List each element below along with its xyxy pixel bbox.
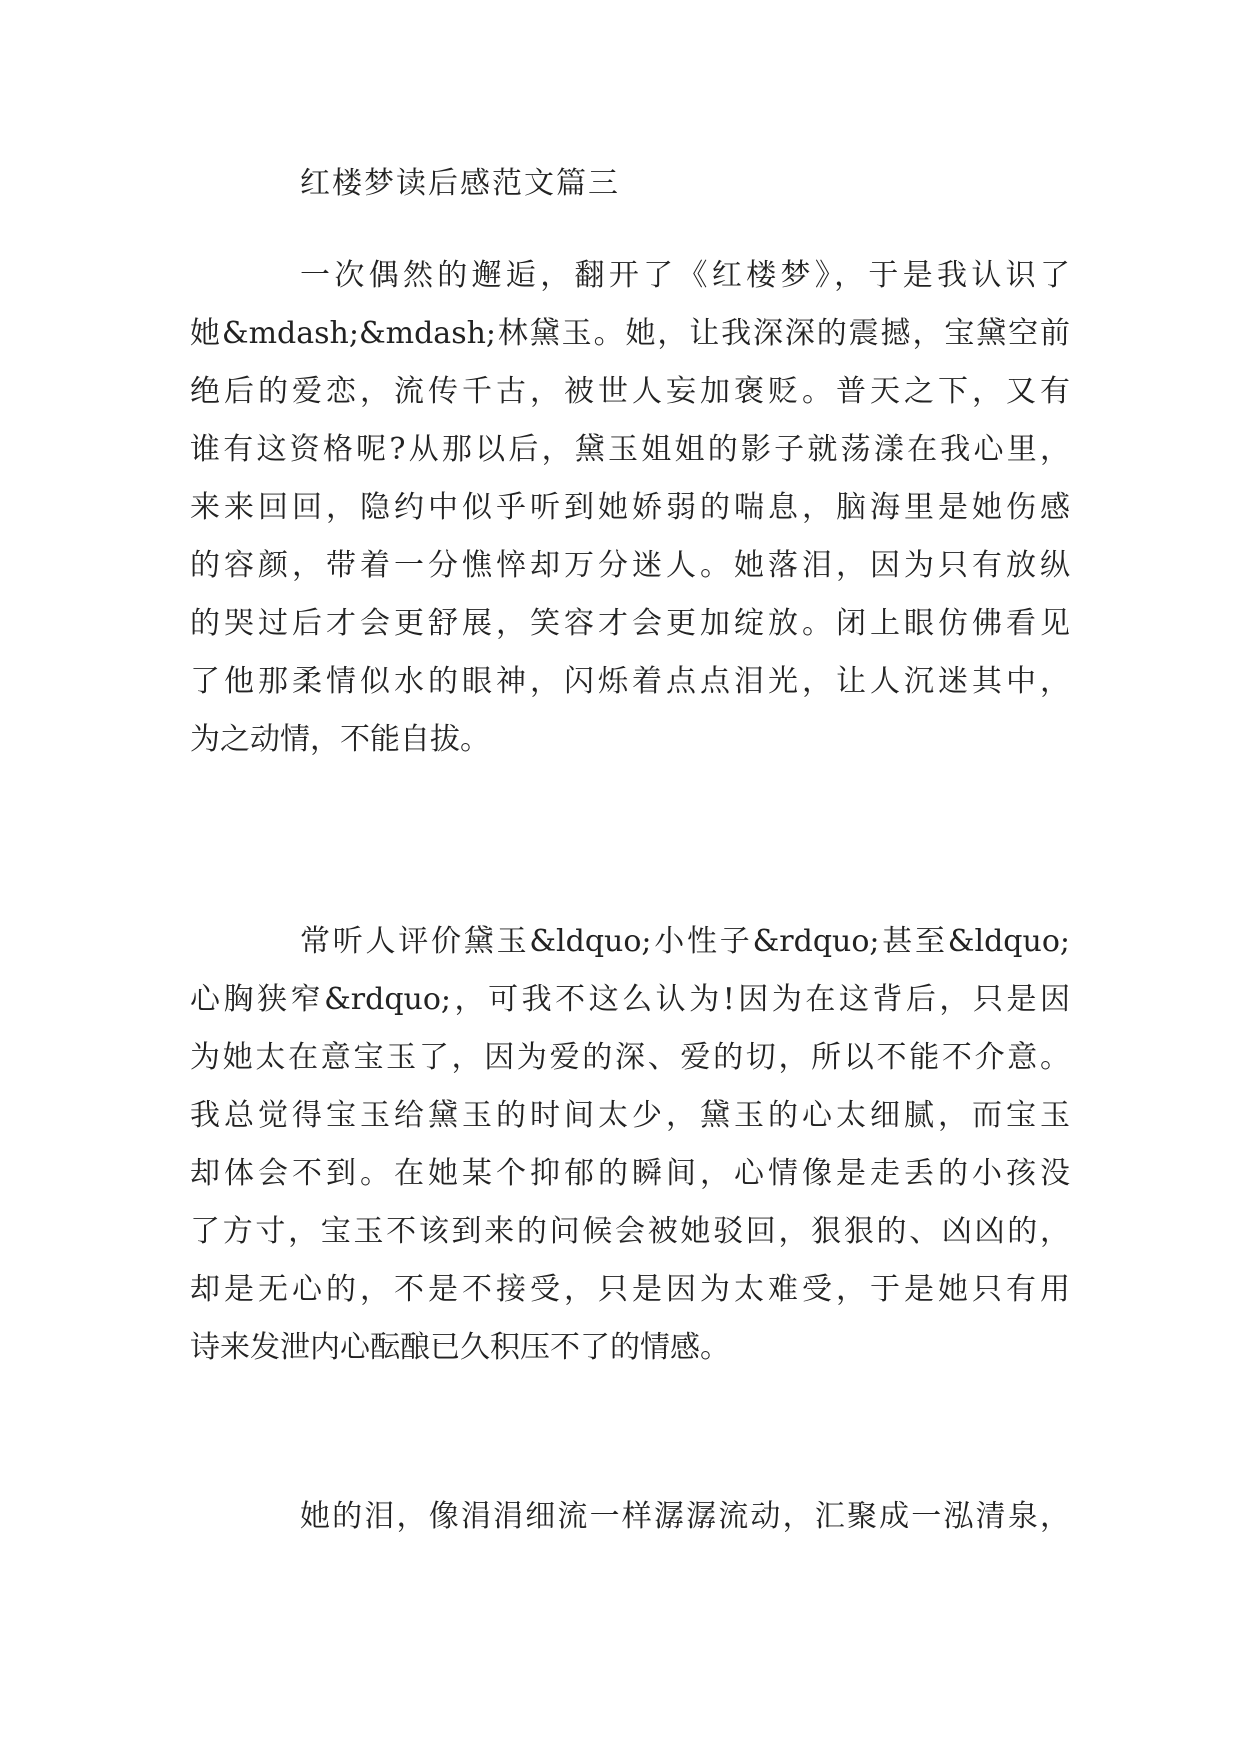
paragraph-line: 为之动情，不能自拔。	[190, 722, 490, 757]
paragraph-2	[190, 913, 1070, 1377]
paragraph-line: 绝后的爱恋，流传千古，被世人妄加褒贬。普天之下，又有	[190, 374, 1070, 409]
paragraph-line: 的容颜，带着一分憔悴却万分迷人。她落泪，因为只有放纵	[190, 548, 1070, 583]
paragraph-line: 为她太在意宝玉了，因为爱的深、爱的切，所以不能不介意。	[190, 1040, 1070, 1075]
paragraph-line: 我总觉得宝玉给黛玉的时间太少，黛玉的心太细腻，而宝玉	[190, 1098, 1070, 1133]
paragraph-line: 常听人评价黛玉&ldquo;小性子&rdquo;甚至&ldquo;	[300, 924, 1070, 959]
paragraph-line: 她&mdash;&mdash;林黛玉。她，让我深深的震撼，宝黛空前	[190, 316, 1070, 351]
paragraph-line: 了他那柔情似水的眼神，闪烁着点点泪光，让人沉迷其中，	[190, 664, 1070, 699]
paragraph-line: 谁有这资格呢?从那以后，黛玉姐姐的影子就荡漾在我心里，	[190, 432, 1070, 467]
paragraph-line: 却是无心的，不是不接受，只是因为太难受，于是她只有用	[190, 1272, 1070, 1307]
paragraph-1	[190, 247, 1070, 769]
paragraph-line: 诗来发泄内心酝酿已久积压不了的情感。	[190, 1330, 730, 1365]
paragraph-line: 她的泪，像涓涓细流一样潺潺流动，汇聚成一泓清泉，	[300, 1499, 1070, 1534]
paragraph-line: 了方寸，宝玉不该到来的问候会被她驳回，狠狠的、凶凶的，	[190, 1214, 1070, 1249]
paragraph-3	[190, 1488, 1070, 1546]
paragraph-line: 心胸狭窄&rdquo;，可我不这么认为!因为在这背后，只是因	[190, 982, 1070, 1017]
paragraph-line: 一次偶然的邂逅，翻开了《红楼梦》，于是我认识了	[300, 258, 1070, 293]
paragraph-line: 的哭过后才会更舒展，笑容才会更加绽放。闭上眼仿佛看见	[190, 606, 1070, 641]
paragraph-line: 却体会不到。在她某个抑郁的瞬间，心情像是走丢的小孩没	[190, 1156, 1070, 1191]
paragraph-line: 来来回回，隐约中似乎听到她娇弱的喘息，脑海里是她伤感	[190, 490, 1070, 525]
document-title: 红楼梦读后感范文篇三	[300, 166, 620, 201]
